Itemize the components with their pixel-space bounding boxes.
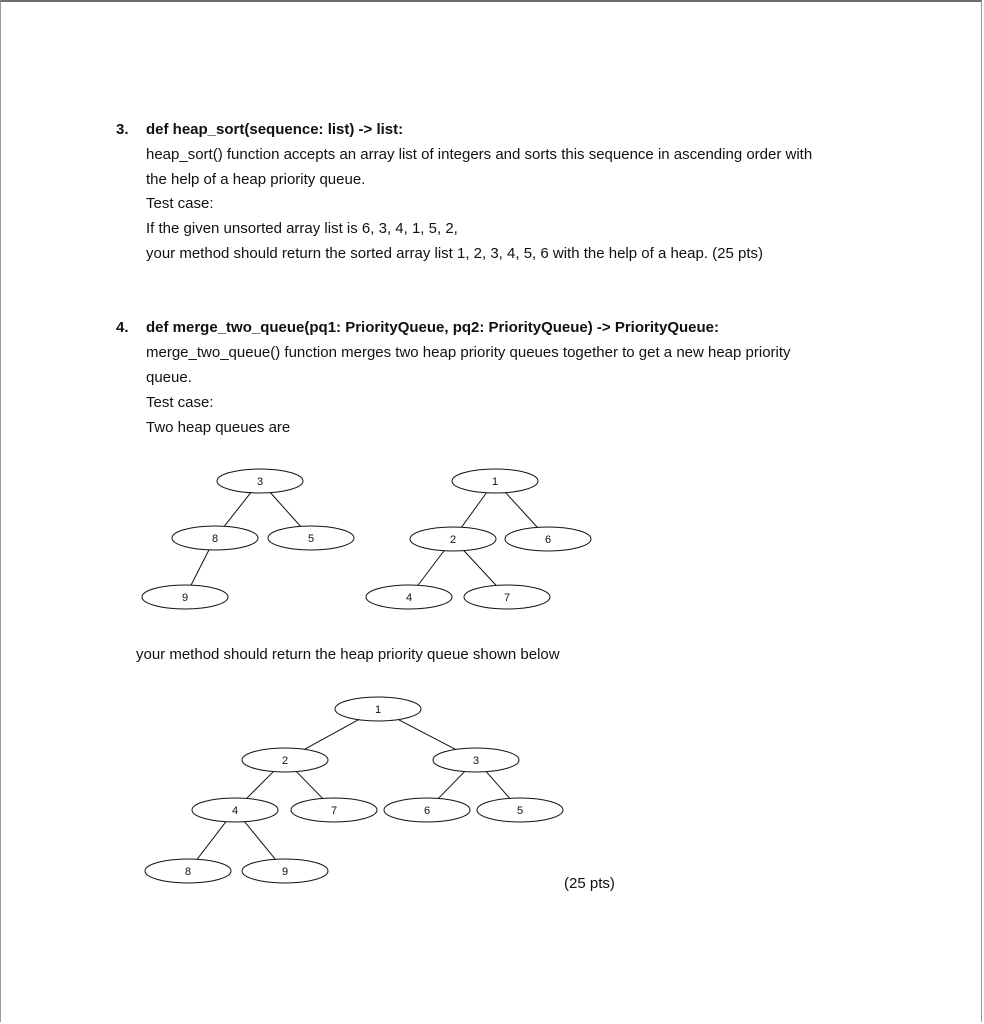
heap1-node-label: 9 xyxy=(181,592,189,604)
merged-node-label: 5 xyxy=(516,805,524,817)
heap1-edge xyxy=(224,493,250,527)
heap2-node-label: 4 xyxy=(405,592,413,604)
heap2-node-label: 7 xyxy=(503,592,511,604)
q3-test-case-label: Test case: xyxy=(146,195,214,212)
merged-node-label: 2 xyxy=(281,755,289,767)
heap2-node-label: 2 xyxy=(449,534,457,546)
heap2-node-label: 6 xyxy=(544,534,552,546)
heap1-node-label: 3 xyxy=(256,476,264,488)
heap-2-diagram xyxy=(366,469,591,609)
merged-edge xyxy=(197,822,226,860)
q4-points: (25 pts) xyxy=(564,875,615,892)
merged-node-label: 3 xyxy=(472,755,480,767)
merged-edge xyxy=(245,822,276,860)
merged-heap-diagram xyxy=(145,697,563,883)
heap2-node-label: 1 xyxy=(491,476,499,488)
q4-result-intro: your method should return the heap priority queue shown below xyxy=(136,646,560,663)
q3-test-line-1: If the given unsorted array list is 6, 3, 4, 1, 5, 2, xyxy=(146,220,458,237)
heap1-node-label: 5 xyxy=(307,533,315,545)
heap1-node-label: 8 xyxy=(211,533,219,545)
heap-1-diagram xyxy=(142,469,354,609)
q4-test-case-label: Test case: xyxy=(146,394,214,411)
merged-node-label: 8 xyxy=(184,866,192,878)
q4-signature: def merge_two_queue(pq1: PriorityQueue, pq2: PriorityQueue) -> PriorityQueue: xyxy=(146,319,720,336)
merged-node-label: 6 xyxy=(423,805,431,817)
heap1-edge xyxy=(270,493,300,527)
merged-edge xyxy=(247,772,274,799)
heap2-edge xyxy=(462,493,487,527)
q4-heaps-intro: Two heap queues are xyxy=(146,419,291,436)
merged-node-label: 9 xyxy=(281,866,289,878)
merged-edge xyxy=(296,772,322,799)
q4-description-line-2: queue. xyxy=(146,369,192,386)
q4-description-line-1: merge_two_queue() function merges two heap priority queues together to get a new heap priority xyxy=(146,344,791,361)
heap2-edge xyxy=(506,493,538,528)
q3-description-line-1: heap_sort() function accepts an array list of integers and sorts this sequence in ascending order with xyxy=(146,146,813,163)
heap2-edge xyxy=(464,551,496,586)
q3-test-line-2: your method should return the sorted array list 1, 2, 3, 4, 5, 6 with the help of a heap. (25 pts) xyxy=(146,245,764,262)
merged-node-label: 7 xyxy=(330,805,338,817)
merged-node-label: 4 xyxy=(231,805,239,817)
merged-edge xyxy=(438,772,464,799)
q3-number: 3. xyxy=(116,121,129,138)
q4-number: 4. xyxy=(116,319,129,336)
merged-edge xyxy=(398,720,455,750)
merged-edge xyxy=(486,772,509,799)
merged-node-label: 1 xyxy=(374,704,382,716)
q3-signature: def heap_sort(sequence: list) -> list: xyxy=(146,121,404,138)
q3-description-line-2: the help of a heap priority queue. xyxy=(146,171,366,188)
heap2-edge xyxy=(418,551,444,586)
merged-edge xyxy=(305,720,359,750)
heap1-edge xyxy=(191,550,209,585)
